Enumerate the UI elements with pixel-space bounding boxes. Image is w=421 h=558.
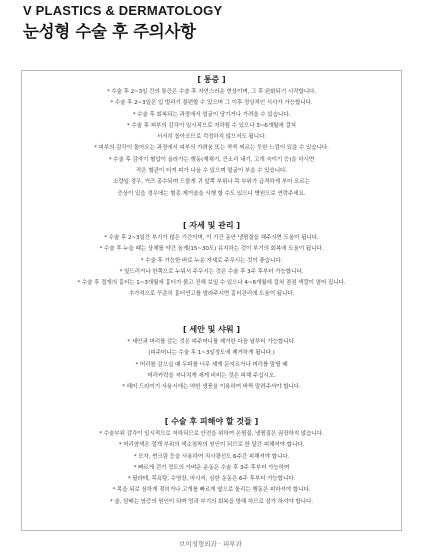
section-line: 머리카락을 지나치게 세게 비비는 것은 피해 주십시오. [147,372,276,379]
section-line: * 수술부위 감각이 일시적으로 저하되므로 안전을 위하여 온찜질, 냉찜질은 권장하지 않습니다. [99,431,324,437]
section-lines [22,337,401,393]
section-line: * 모자, 썬크림 등을 사용하여 직사광선도 6주간 피해셔야 합니다. [133,453,290,460]
section-line: * 수술 후 2~3일간 부기가 많은 기간이며, 이 기간 동안 냉찜질을 해주시면 도움이 됩니다. [104,235,319,241]
section-line: * 머리염색은 절개 부위의 색소침착의 원인이 되므로 한 달간 피해셔야 합니다. [118,442,305,449]
section-line: * 필라테, 목욕탕, 수영장, 마사지, 심한 운동은 6주 후부터 가능합니다. [127,476,296,483]
section-line: * 수술 후 2~3일은 입 벌리기 불편할 수 있으며 그 이후 정상적인 식사가 가능합니다. [110,100,313,107]
section-line: (피주머니는 수술 후 1~3일정도에 제거하게 됩니다.) [148,350,275,357]
section-lines [22,429,401,508]
section-line: 작은 혈관이 터져 피가 나올 수 있으며 얼굴이 부을 수 있습니다. [135,168,288,175]
page-header [23,2,403,43]
section-line: * 수술 후 감자기 혈압이 올라가는 행동(재채기, 큰소리 내기, 고개 숙이기 등)을 하시면 [108,156,315,163]
section-line: 서서히 돌아오므로 걱정하지 않으셔도 됩니다. [156,134,267,141]
section-heading: [ 세안 및 샤워 ] [182,325,241,334]
section-posture-care [22,220,401,301]
section-line: 소량일 경우, 거즈 종수되며 드물게 귀 앞쪽 부위나 목 부위가 급격하게 부어 오르는 [113,179,310,186]
section-line: * 수술 후 피부의 감각이 일시적으로 저하될 수 있으나 3~6개월에 걸쳐 [127,122,296,129]
section-line: * 수술 후 누을 때는 상체를 약간 높게(15~30도) 유지하는 것이 부기의 회복에 도움이 됩니다. [99,246,324,253]
section-line: * 수술 후 절개의 흉터는 1~3개월에 흉터가 붉고 진해 보일 수 있으나 4~6개월에 걸쳐 점점 색깔이 옅어 집니다. [77,280,346,287]
section-line: * 머리를 감으실 때 두피를 너무 세게 문지르거나 머리를 말릴 때 [135,361,288,368]
section-lines [22,87,401,200]
section-washing-shower [22,324,401,393]
section-line: * 엎드리거나 한쪽으로 누워서 주무시는 것은 수술 후 3주 후부터 가능합니다. [119,268,304,275]
section-line: * 세안과 머리를 감는 것은 피주머니를 제거한 다음 날부터 가능합니다. [127,339,296,345]
brand-name: V PLASTICS & DERMATOLOGY [23,3,223,18]
section-line: * 목을 뒤로 심하게 젖히거나 고개를 빠르게 옆으로 돌리는 행동은 피하셔야 합니다. [112,487,311,494]
page-title: 눈성형 수술 후 주의사항 [23,22,196,41]
section-heading: [ 자세 및 관리 ] [182,221,241,230]
section-line: * 수술 후 회복되는 과정에서 얼굴이 당기거나 가려울 수 있습니다. [132,111,291,118]
clinic-footer: 브이성형외과 · 피부과 [179,540,242,548]
section-line: * 빠르게 걷기 정도의 가벼운 운동은 수술 후 3주 후부터 가능하며 [133,464,290,471]
section-line: 추가적으로 꾸준히 흉터연고를 발라주시면 흉터관리에 도움이 됩니다. [128,291,295,298]
section-heading: [ 통증 ] [197,75,226,84]
section-line: * 술, 담배는 염증의 원인이 되며 멍과 부기의 회복을 방해 하므로 삼가 하셔야 합니다. [110,498,313,505]
section-line: * 수술 후 가능한 바로 누운 자세로 주무시는 것이 좋습니다. [140,257,283,264]
section-line: * 헤어 드라이기 사용시에는 약한 냉풍을 이용하여 바짝 말려주셔야 합니다. [122,384,301,391]
section-line: 증상이 있을 경우에는 혈종 제거술을 시행 할 수도 있으니 병원으로 연락주세요. [117,190,306,197]
section-pain [22,74,401,200]
section-heading: [ 수술 후 피해야 할 것들 ] [164,417,259,426]
section-lines [22,233,401,301]
section-things-to-avoid [22,416,401,508]
section-line: * 피부의 감각이 돌아오는 과정에서 피부의 가려움 또는 콕콕 찌르는 듯한 느낌이 있을 수 있습니다. [94,145,329,152]
instructions-box [21,70,402,531]
section-line: * 수술 후 2~3일 간의 통증은 수술 후 자연스러운 현상이며, 그 후 완화되기 시작합니다. [106,89,317,95]
